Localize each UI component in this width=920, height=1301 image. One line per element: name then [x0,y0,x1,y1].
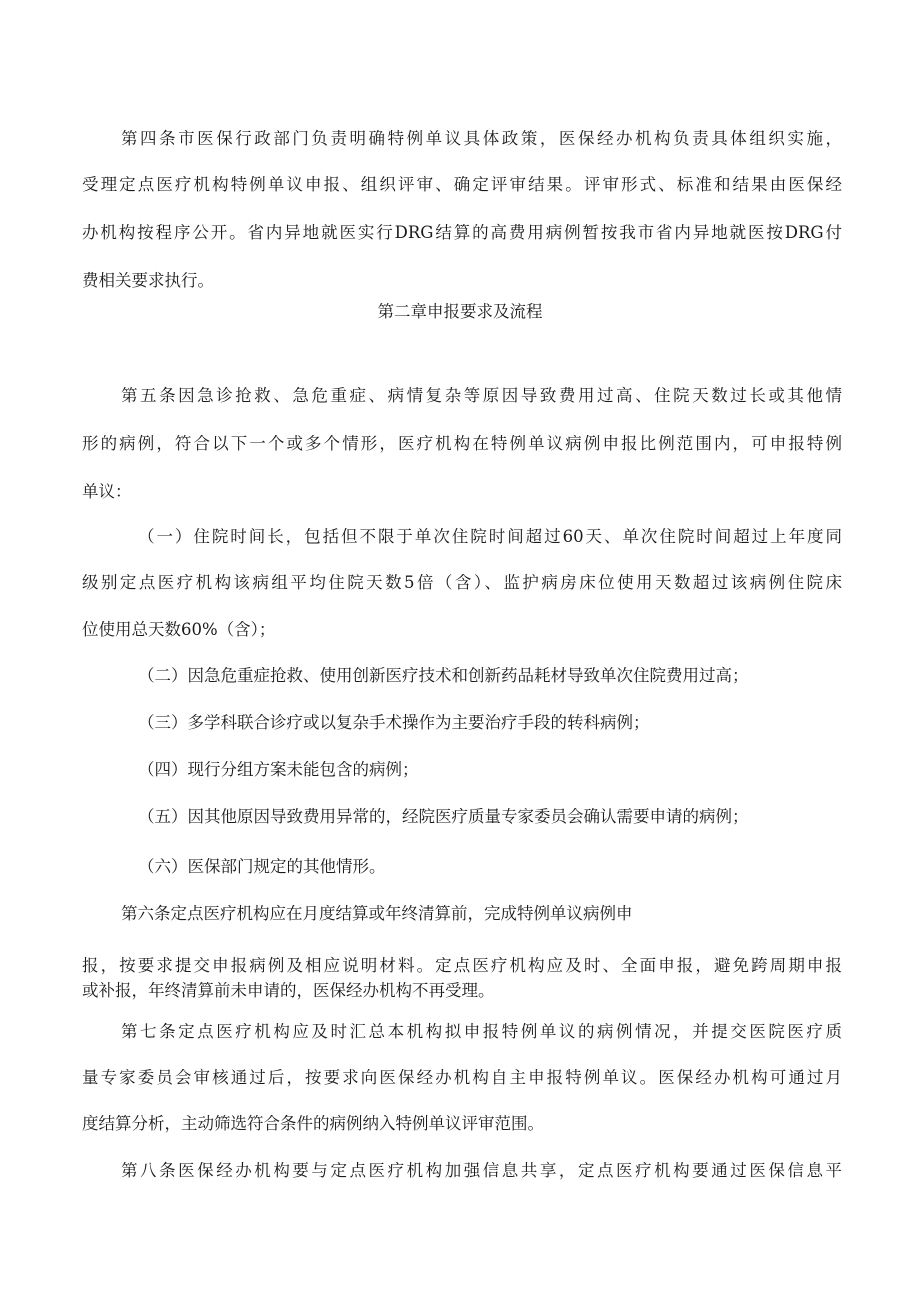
paragraph-line: 位使用总天数60%（含）； [82,620,276,639]
paragraph-line: 度结算分析，主动筛选符合条件的病例纳入特例单议评审范围。 [82,1114,544,1133]
list-item-3: （三）多学科联合诊疗或以复杂手术操作为主要治疗手段的转科病例； [138,713,650,732]
paragraph-line: 或补报，年终清算前未申请的，医保经办机构不再受理。 [82,981,495,1000]
list-item-6: （六）医保部门规定的其他情形。 [138,857,386,876]
paragraph-line: 第四条市医保行政部门负责明确特例单议具体政策，医保经办机构负责具体组织实施， [121,129,842,148]
paragraph-line: 第六条定点医疗机构应在月度结算或年终清算前，完成特例单议病例申 [121,904,633,923]
paragraph-line: 费相关要求执行。 [82,271,214,290]
list-item-2: （二）因急危重症抢救、使用创新医疗技术和创新药品耗材导致单次住院费用过高； [138,666,749,685]
paragraph-line: 级别定点医疗机构该病组平均住院天数5倍（含）、监护病房床位使用天数超过该病例住院床 [82,573,842,592]
list-item-4: （四）现行分组方案未能包含的病例； [138,760,419,779]
paragraph-line: 办机构按程序公开。省内异地就医实行DRG结算的高费用病例暂按我市省内异地就医按DRG付 [82,223,842,242]
paragraph-line: 单议： [82,482,132,501]
paragraph-line: 量专家委员会审核通过后，按要求向医保经办机构自主申报特例单议。医保经办机构可通过月 [82,1068,842,1087]
chapter-title: 第二章申报要求及流程 [377,302,543,321]
paragraph-line: 第七条定点医疗机构应及时汇总本机构拟申报特例单议的病例情况，并提交医院医疗质 [121,1022,842,1041]
paragraph-line: 报，按要求提交申报病例及相应说明材料。定点医疗机构应及时、全面申报，避免跨周期申报 [82,956,842,975]
paragraph-line: 受理定点医疗机构特例单议申报、组织评审、确定评审结果。评审形式、标准和结果由医保经 [82,175,842,194]
paragraph-line: 第八条医保经办机构要与定点医疗机构加强信息共享，定点医疗机构要通过医保信息平 [121,1161,842,1180]
paragraph-line: 第五条因急诊抢救、急危重症、病情复杂等原因导致费用过高、住院天数过长或其他情 [121,386,842,405]
list-item-5: （五）因其他原因导致费用异常的，经院医疗质量专家委员会确认需要申请的病例； [138,807,749,826]
paragraph-line: （一）住院时间长，包括但不限于单次住院时间超过60天、单次住院时间超过上年度同 [138,527,842,546]
paragraph-line: 形的病例，符合以下一个或多个情形，医疗机构在特例单议病例申报比例范围内，可申报特例 [82,434,842,453]
